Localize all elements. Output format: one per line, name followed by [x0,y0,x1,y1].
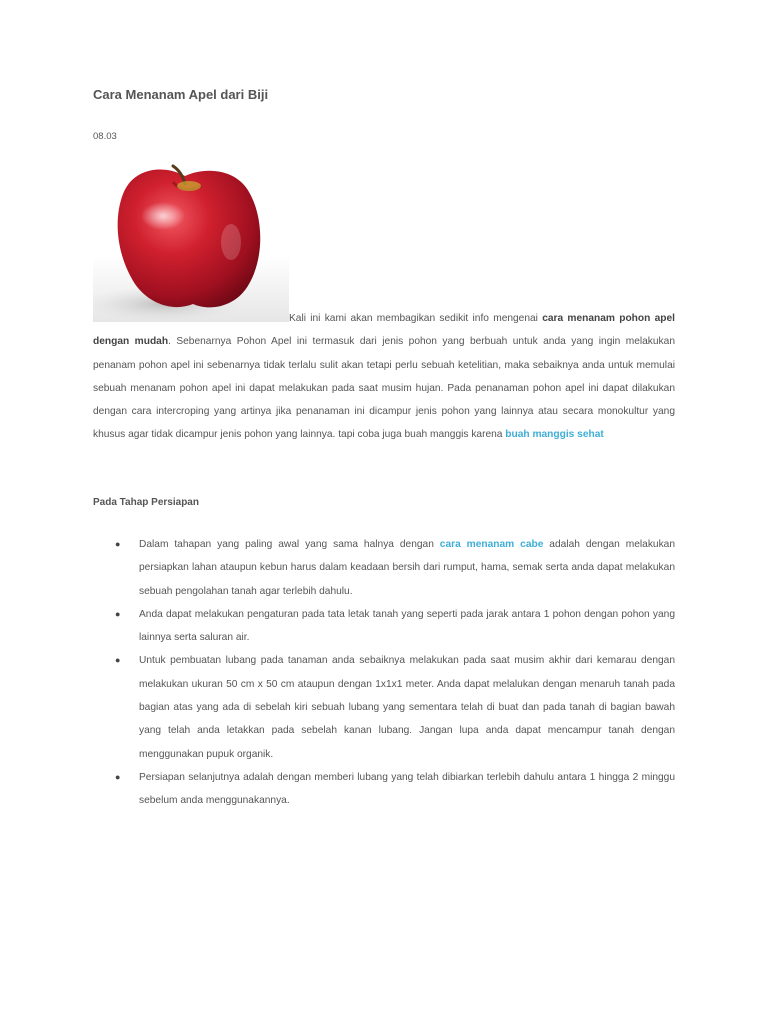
intro-bold-phrase: cara menanam pohon apel dengan mudah [93,313,675,348]
link-buah-manggis-sehat[interactable]: buah manggis sehat [505,429,604,441]
article-title: Cara Menanam Apel dari Biji [93,87,269,102]
list-item: ● Persiapan selanjutnya adalah dengan memberi lubang yang telah dibiarkan terlebih dahulu antara 1 hingga 2 minggu sebelum anda menggunakannya. [93,766,675,813]
list-item: ● Untuk pembuatan lubang pada tanaman anda sebaiknya melakukan pada saat musim akhir dari kemarau dengan melakukan ukuran 50 cm x 50 cm ataupun dengan 1x1x1 meter. Anda dapat melalukan dengan menaruh tanah pada bagian atas yang ada di sebelah kiri sebuah lubang yang sementara telah di buat dan pada tanah di bagian bawah yang telah anda letakkan pada sebelah kanan lubang. Jangan lupa anda dapat mencampur tanah dengan menggunakan pupuk organik. [93,649,675,765]
preparation-list [93,533,675,813]
red-apple-photo [93,146,289,322]
bullet-dot-icon: ● [115,655,121,666]
bullet-dot-icon: ● [115,539,121,549]
intro-text-2: . Sebenarnya Pohon Apel ini termasuk dari jenis pohon yang berbuah untuk anda yang ingin melakukan penanam pohon apel ini sebenarnya tidak terlalu sulit akan tetapi perlu sebuah ketelitian, maka sebaiknya anda untuk memulai sebuah menanam pohon apel ini dapat melakukan pada saat musim hujan. Pada penanaman pohon apel ini dapat dilakukan dengan cara intercroping yang artinya jika penanaman ini dicampur jenis pohon yang lainnya atau secara monokultur yang khusus agar tidak dicampur jenis pohon yang lainnya. tapi coba juga buah manggis karena [93,336,675,441]
list-item: ● Dalam tahapan yang paling awal yang sama halnya dengan cara menanam cabe adalah dengan melakukan persiapkan lahan ataupun kebun harus dalam keadaan bersih dari rumput, hama, semak serta anda dapat melakukan sebuah pengolahan tanah agar terlebih dahulu. [93,533,675,603]
section-heading: Pada Tahap Persiapan [93,497,199,508]
post-date: 08.03 [93,131,117,142]
intro-paragraph [93,307,675,447]
intro-text-1: Kali ini kami akan membagikan sedikit info mengenai [289,313,543,324]
list-item: ● Anda dapat melakukan pengaturan pada tata letak tanah yang seperti pada jarak antara 1 pohon dengan pohon yang lainnya serta saluran air. [93,603,675,650]
bullet-dot-icon: ● [115,771,121,782]
bullet-dot-icon: ● [115,608,121,619]
link-cara-menanam-cabe[interactable]: cara menanam cabe [439,539,544,550]
